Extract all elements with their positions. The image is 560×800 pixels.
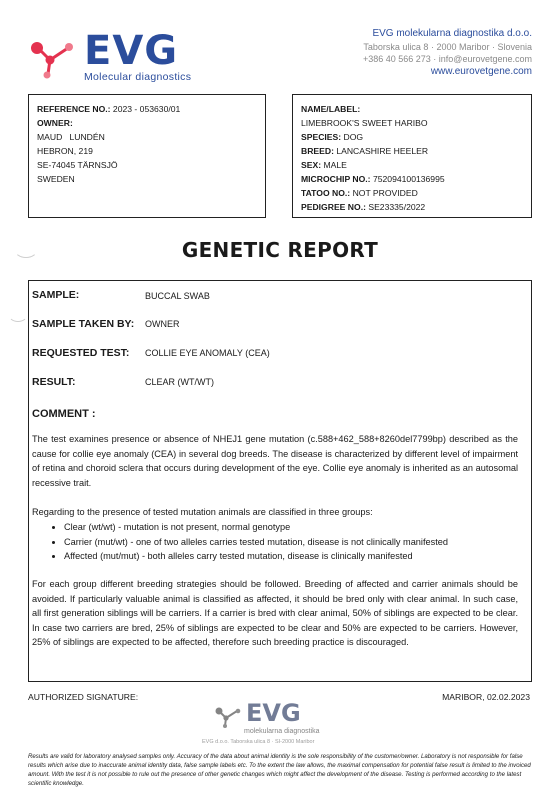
reference-value: 2023 - 053630/01 [112, 104, 181, 114]
stamp-address: EVG d.o.o. Taborska ulica 8 · SI-2000 Maribor [202, 739, 315, 745]
tatoo-value: NOT PROVIDED [352, 188, 418, 198]
reference-label: REFERENCE NO.: [37, 104, 111, 114]
breed-label: BREED: [301, 146, 334, 156]
comment-paragraph-1: The test examines presence or absence of NHEJ1 gene mutation (c.588+462_588+8260del7799bp) described as the cause for collie eye anomaly (CEA) in several dog breeds. The disease is characterized by different level of impairment of retina and choroid sclera that occurs during development of the eye. Collie eye anomaly is inherited as an autosomal recessive trait. [32, 434, 518, 488]
reference-line [37, 102, 257, 116]
owner-country: SWEDEN [37, 174, 75, 184]
microchip-value: 752094100136995 [372, 174, 445, 184]
stamp-molecule-icon [214, 705, 244, 729]
owner-info-box [28, 94, 266, 218]
owner-street: HEBRON, 219 [37, 146, 93, 156]
sample-value: BUCCAL SWAB [145, 291, 210, 301]
owner-postal-city: SE-74045 TÄRNSJÖ [37, 160, 118, 170]
disclaimer: Results are valid for laboratory analysed samples only. Accuracy of the data about animal identity is the sole responsibility of the customer/owner. Laboratory is not responsible for false results which arise due to inaccurate animal identity data, false sample labels etc. To the extent the law allows, the maximal compensation for potential false result is limited to the invoiced amount. With the test it is not possible to rule out the presence of other genetic changes which might affect the development of the disease. Testing is performed according to the latest scientific knowledge. [28, 753, 531, 787]
breed-value: LANCASHIRE HEELER [336, 146, 429, 156]
sample-label: SAMPLE: [32, 289, 80, 301]
name-label: NAME/LABEL: [301, 104, 361, 114]
microchip-label: MICROCHIP NO.: [301, 174, 371, 184]
scan-mark [8, 306, 28, 322]
sex-label: SEX: [301, 160, 322, 170]
company-address: Taborska ulica 8 · 2000 Maribor · Slovenia [363, 41, 532, 52]
page-title: GENETIC REPORT [181, 238, 379, 262]
genotype-groups-list [48, 520, 448, 564]
company-info [363, 28, 532, 78]
sample-taken-by-label: SAMPLE TAKEN BY: [32, 318, 135, 330]
comment-paragraph-2: Regarding to the presence of tested mutation animals are classified in three groups: [32, 507, 373, 517]
list-item: • Clear (wt/wt) - mutation is not present, normal genotype [64, 520, 448, 535]
stamp-subtitle: molekularna diagnostika [244, 728, 320, 735]
list-item: • Affected (mut/mut) - both alleles carry tested mutation, disease is clinically manifested [64, 549, 448, 564]
owner-label: OWNER: [37, 118, 73, 128]
animal-name: LIMEBROOK'S SWEET HARIBO [301, 118, 428, 128]
evg-logo-text: EVG [84, 28, 179, 74]
stamp-logo-text: EVG [246, 699, 301, 727]
company-stamp [200, 699, 360, 749]
species-value: DOG [343, 132, 364, 142]
owner-name: MAUD LUNDÉN [37, 132, 105, 142]
company-website: www.eurovetgene.com [430, 65, 532, 77]
species-label: SPECIES: [301, 132, 342, 142]
pedigree-label: PEDIGREE NO.: [301, 202, 366, 212]
comment-paragraph-3: For each group different breeding strategies should be followed. Breeding of affected and carrier animals should be avoided. If particularly valuable animal is classified as affected, it should be bred only with clear animal. In such case, all first generation siblings will be carriers. If a carrier is bred with clear animal, 50% of siblings are expected to be clear. In case two carriers are bred, 25% of siblings are expected to be clear and 50% are expected to be carriers. However, 25% of siblings are expected to be affected, therefore such breeding practice is discouraged. [32, 579, 518, 647]
sex-value: MALE [323, 160, 347, 170]
pedigree-value: SE23335/2022 [368, 202, 426, 212]
comment-label: COMMENT : [32, 408, 96, 420]
animal-info-box [292, 94, 532, 218]
company-contact: +386 40 566 273 · info@eurovetgene.com [362, 54, 532, 64]
list-item: • Carrier (mut/wt) - one of two alleles carries tested mutation, disease is not clinically manifested [64, 535, 448, 550]
company-name: EVG molekularna diagnostika d.o.o. [372, 28, 532, 39]
requested-test-label: REQUESTED TEST: [32, 347, 130, 359]
logo-subtitle: Molecular diagnostics [84, 71, 192, 83]
place-date: MARIBOR, 02.02.2023 [442, 692, 530, 702]
tatoo-label: TATOO NO.: [301, 188, 351, 198]
result-label: RESULT: [32, 376, 76, 388]
requested-test-value: COLLIE EYE ANOMALY (CEA) [145, 348, 270, 358]
evg-logo-molecule-icon [28, 36, 82, 80]
sample-taken-by-value: OWNER [145, 319, 180, 329]
result-value: CLEAR (WT/WT) [145, 377, 214, 387]
authorized-signature-label: AUTHORIZED SIGNATURE: [28, 692, 139, 702]
